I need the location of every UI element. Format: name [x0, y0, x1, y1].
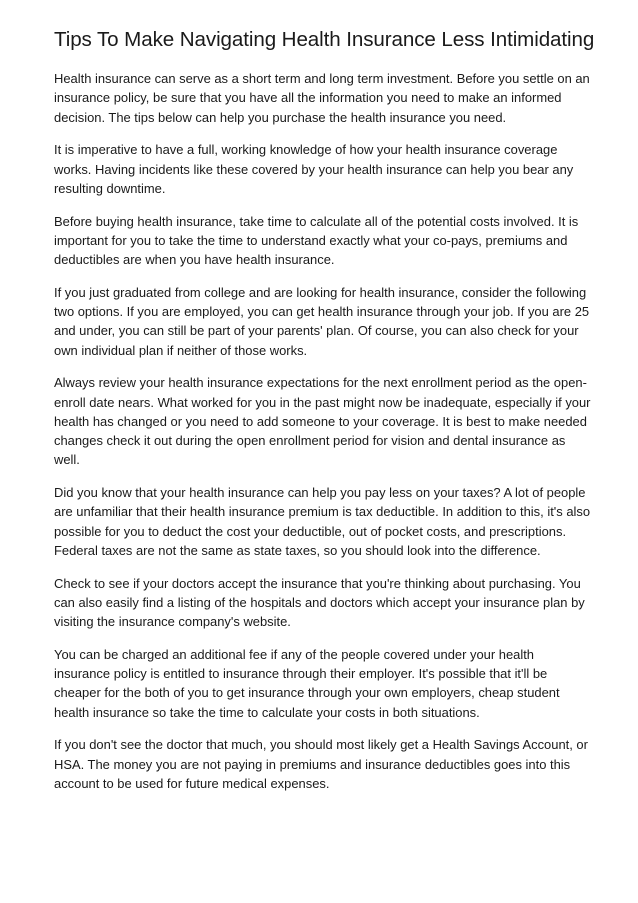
document-page	[54, 27, 595, 807]
paragraph-3: Before buying health insurance, take time to calculate all of the potential costs involved. It is important for you to take the time to understand exactly what your co-pays, premiums and deductibles are when you have health insurance.	[54, 213, 579, 267]
paragraph-1: Health insurance can serve as a short term and long term investment. Before you settle on an insurance policy, be sure that you have all the information you need to make an informed decision. The tips below can help you purchase the health insurance you need.	[54, 71, 590, 125]
paragraph-5: Always review your health insurance expectations for the next enrollment period as the open-enroll date nears. What worked for you in the past might now be inadequate, especially if your health has changed or you need to add someone to your coverage. It is best to make needed changes check it out during the open enrollment period for vision and dental insurance as well.	[54, 375, 591, 468]
paragraph-6: Did you know that your health insurance can help you pay less on your taxes? A lot of people are unfamiliar that their health insurance premium is tax deductible. In addition to this, it's also possible for you to deduct the cost your deductible, out of pocket costs, and prescriptions. Federal taxes are not the same as state taxes, so you should look into the difference.	[54, 485, 591, 558]
paragraph-4: If you just graduated from college and are looking for health insurance, consider the following two options. If you are employed, you can get health insurance through your job. If you are 25 and under, you can still be part of your parents' plan. Of course, you can also check for your own individual plan if neither of those works.	[54, 284, 590, 358]
paragraph-2: It is imperative to have a full, working knowledge of how your health insurance coverage works. Having incidents like these covered by your health insurance can help you bear any resulting downtime.	[54, 142, 574, 196]
paragraph-7: Check to see if your doctors accept the insurance that you're thinking about purchasing. You can also easily find a listing of the hospitals and doctors which accept your insurance plan by visiting the insurance company's website.	[54, 575, 585, 629]
page-title: Tips To Make Navigating Health Insurance Less Intimidating	[54, 28, 595, 51]
paragraph-9: If you don't see the doctor that much, you should most likely get a Health Savings Account, or HSA. The money you are not paying in premiums and insurance deductibles goes into this account to be used for future medical expenses.	[54, 737, 588, 791]
paragraph-8: You can be charged an additional fee if any of the people covered under your health insurance policy is entitled to insurance through their employer. It's possible that it'll be cheaper for the both of you to get insurance through your own employers, cheap student health insurance so take the time to calculate your costs in both situations.	[54, 646, 560, 720]
